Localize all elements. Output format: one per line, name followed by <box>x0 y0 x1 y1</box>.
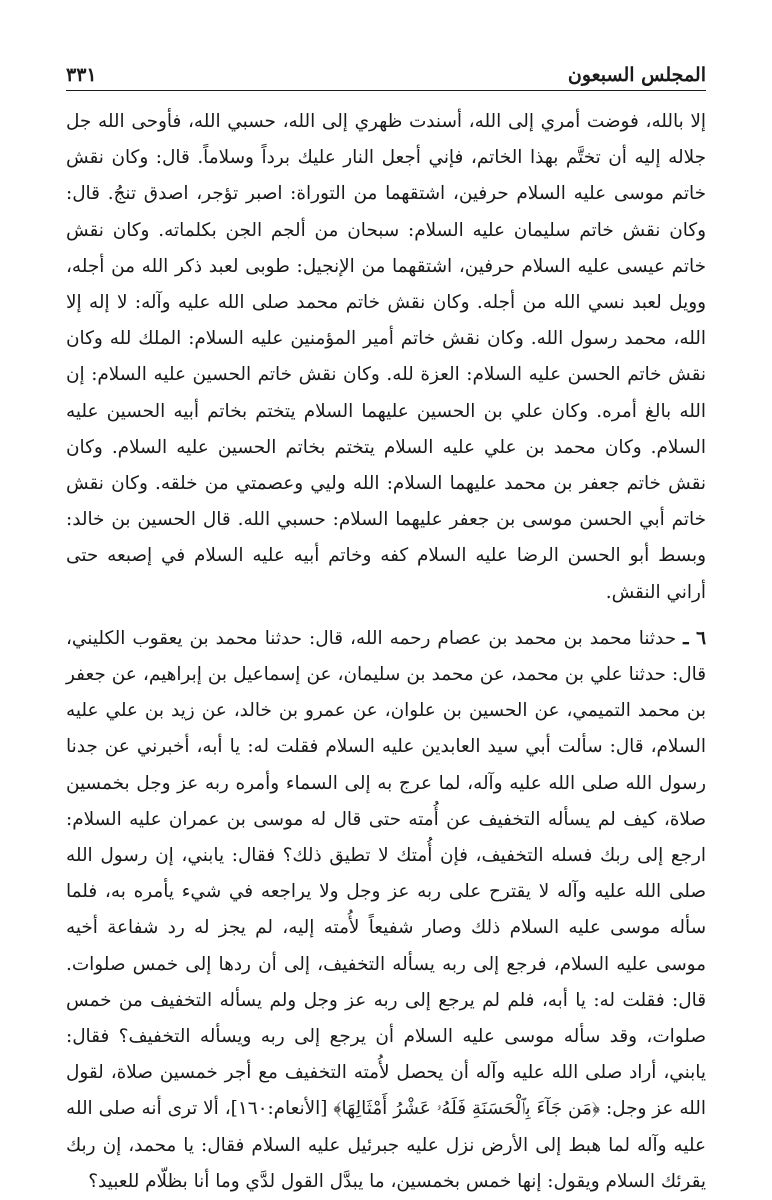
hadith-text: حدثنا محمد بن محمد بن عصام رحمه الله، قال: حدثنا محمد بن يعقوب الكليني، قال: حدثنا علي بن محمد، عن محمد بن سليمان، عن إسماعيل بن إبراهيم، عن جعفر بن محمد التميمي، عن الحسين بن علوان، عن عمرو بن خالد، عن زيد بن علي عليه السلام، قال: سألت أبي سيد العابدين عليه السلام فقلت له: يا أبه، أخبرني عن جدنا رسول الله صلى الله عليه وآله، لما عرج به إلى السماء وأمره ربه عز وجل بخمسين صلاة، كيف لم يسأله التخفيف عن أُمته حتى قال له موسى بن عمران عليه السلام: ارجع إلى ربك فسله التخفيف، فإن أُمتك لا تطيق ذلك؟ فقال: يابني، إن رسول الله صلى الله عليه وآله لا يقترح على ربه عز وجل ولا يراجعه في شيء يأمره به، فلما سأله موسى عليه السلام ذلك وصار شفيعاً لأُمته إليه، لم يجز له رد شفاعة أخيه موسى عليه السلام، فرجع إلى ربه يسأله التخفيف، إلى أن ردها إلى خمس صلوات. قال: فقلت له: يا أبه، فلم لم يرجع إلى ربه عز وجل ولم يسأله التخفيف من خمس صلوات، وقد سأله موسى عليه السلام أن يرجع إلى ربه ويسأله التخفيف؟ فقال: يابني، أراد صلى الله عليه وآله أن يحصل لأُمته التخفيف مع أجر خمسين صلاة، لقول الله عز وجل: ﴿مَن جَآءَ بِٱلْحَسَنَةِ فَلَهُۥ عَشْرُ أَمْثَالِهَا﴾ [الأنعام:١٦٠]، ألا ترى أنه صلى الله عليه وآله لما هبط إلى الأرض نزل عليه جبرئيل عليه السلام فقال: يا محمد، إن ربك يقرئك السلام ويقول: إنها خمس بخمسين، ما يبدَّل القول لدَّي وما أنا بظلّام للعبيد؟ <box>66 627 706 1192</box>
page-number: ٣٣١ <box>66 64 97 86</box>
paragraph-hadith-6 <box>66 621 706 1200</box>
body-text <box>66 104 706 1200</box>
paragraph-ring-inscriptions: إلا بالله، فوضت أمري إلى الله، أسندت ظهري إلى الله، حسبي الله، فأوحى الله جل جلاله إليه أن تختَّم بهذا الخاتم، فإني أجعل النار عليك برداً وسلاماً. قال: وكان نقش خاتم موسى عليه السلام حرفين، اشتقهما من التوراة: اصبر تؤجر، اصدق تنجُ. قال: وكان نقش خاتم سليمان عليه السلام: سبحان من ألجم الجن بكلماته. وكان نقش خاتم عيسى عليه السلام حرفين، اشتقهما من الإنجيل: طوبى لعبد ذكر الله من أجله، وويل لعبد نسي الله من أجله. وكان نقش خاتم محمد صلى الله عليه وآله: لا إله إلا الله، محمد رسول الله. وكان نقش خاتم أمير المؤمنين عليه السلام: الملك لله وكان نقش خاتم الحسن عليه السلام: العزة لله. وكان نقش خاتم الحسين عليه السلام: إن الله بالغ أمره. وكان علي بن الحسين عليهما السلام يتختم بخاتم أبيه الحسين عليه السلام. وكان محمد بن علي عليه السلام يتختم بخاتم الحسين عليه السلام. وكان نقش خاتم جعفر بن محمد عليهما السلام: الله وليي وعصمتي من خلقه. وكان نقش خاتم أبي الحسن موسى بن جعفر عليهما السلام: حسبي الله. قال الحسين بن خالد: وبسط أبو الحسن الرضا عليه السلام كفه وخاتم أبيه عليه السلام في إصبعه حتى أراني النقش. <box>66 111 706 603</box>
page-header <box>66 56 706 91</box>
hadith-number: ٦ ـ <box>683 627 706 649</box>
chapter-title: المجلس السبعون <box>567 64 706 86</box>
